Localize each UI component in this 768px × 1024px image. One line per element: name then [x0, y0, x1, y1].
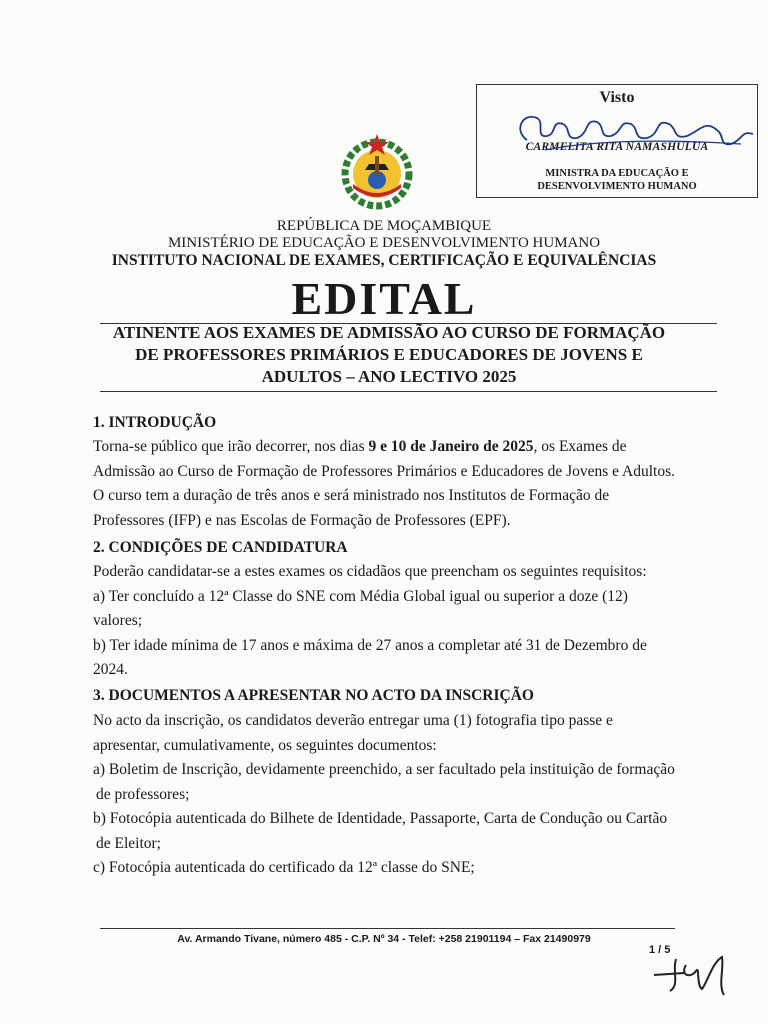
paragraph-line: O curso tem a duração de três anos e será ministrado nos Institutos de Formação de	[93, 487, 610, 504]
footer-address: Av. Armando Tivane, número 485 - C.P. Nº 34 - Telef: +258 21901194 – Fax 21490979	[177, 933, 591, 945]
documents-text	[93, 709, 675, 881]
paragraph-line: Professores (IFP) e nas Escolas de Formação de Professores (EPF).	[93, 511, 511, 529]
title-rule-bottom	[100, 391, 717, 392]
paragraph-line: 2024.	[93, 661, 128, 678]
approver-role-line2: DESENVOLVIMENTO HUMANO	[537, 181, 697, 192]
paragraph-line: c) Fotocópia autenticada do certificado da 12ª classe do SNE;	[93, 859, 475, 876]
subtitle-line1: ATINENTE AOS EXAMES DE ADMISSÃO AO CURSO DE FORMAÇÃO	[112, 323, 666, 342]
approval-title: Visto	[599, 89, 635, 106]
section-title-introduction: 1. INTRODUÇÃO	[93, 414, 217, 431]
paragraph-line: de Eleitor;	[96, 834, 161, 852]
paragraph-line: Admissão ao Curso de Formação de Professores Primários e Educadores de Jovens e Adultos.	[93, 462, 675, 480]
subtitle-line3: ADULTOS – ANO LECTIVO 2025	[261, 367, 517, 386]
subtitle-line2: DE PROFESSORES PRIMÁRIOS E EDUCADORES DE JOVENS E	[135, 345, 643, 364]
header-institute: INSTITUTO NACIONAL DE EXAMES, CERTIFICAÇÃO E EQUIVALÊNCIAS	[111, 252, 657, 269]
paragraph-line: b) Ter idade mínima de 17 anos e máxima de 27 anos a completar até 31 de Dezembro de	[93, 636, 647, 654]
paragraph-line: de professores;	[96, 785, 190, 803]
paragraph-line: valores;	[93, 612, 143, 629]
initials-signature-mark	[650, 945, 735, 1000]
header-ministry: MINISTÉRIO DE EDUCAÇÃO E DESENVOLVIMENTO HUMANO	[167, 235, 601, 251]
section-title-documents: 3. DOCUMENTOS A APRESENTAR NO ACTO DA INSCRIÇÃO	[93, 687, 534, 704]
text-run: , os Exames de	[533, 438, 627, 455]
coat-of-arms-emblem	[338, 130, 416, 212]
paragraph-line: No acto da inscrição, os candidatos deverão entregar uma (1) fotografia tipo passe e	[93, 712, 613, 729]
approver-name: CARMELITA RITA NAMASHULUA	[525, 141, 709, 153]
introduction-text	[93, 435, 675, 533]
approver-role	[477, 167, 757, 193]
paragraph-line: b) Fotocópia autenticada do Bilhete de Identidade, Passaporte, Carta de Condução ou Cartão	[93, 810, 668, 827]
header-republic: REPÚBLICA DE MOÇAMBIQUE	[276, 218, 492, 234]
paragraph-line: Poderão candidatar-se a estes exames os cidadãos que preencham os seguintes requisitos:	[93, 563, 647, 580]
paragraph-line: apresentar, cumulativamente, os seguintes documentos:	[93, 736, 437, 754]
candidacy-conditions-text	[93, 560, 647, 683]
text-run: Torna-se público que irão decorrer, nos dias	[93, 438, 369, 455]
paragraph-line: a) Boletim de Inscrição, devidamente preenchido, a ser facultado pela instituição de formação	[93, 761, 675, 778]
section-title-candidacy-conditions: 2. CONDIÇÕES DE CANDIDATURA	[93, 539, 348, 556]
page-number: 1 / 5	[649, 944, 671, 956]
exam-dates: 9 e 10 de Janeiro de 2025	[368, 438, 534, 455]
footer-rule	[100, 928, 675, 929]
document-subtitle	[100, 322, 678, 388]
document-title: EDITAL	[291, 273, 477, 324]
paragraph-line: a) Ter concluído a 12ª Classe do SNE com Média Global igual ou superior a doze (12)	[93, 587, 628, 605]
paragraph-line	[93, 435, 675, 460]
approver-role-line1: MINISTRA DA EDUCAÇÃO E	[545, 168, 689, 179]
signature-mark	[505, 100, 765, 170]
